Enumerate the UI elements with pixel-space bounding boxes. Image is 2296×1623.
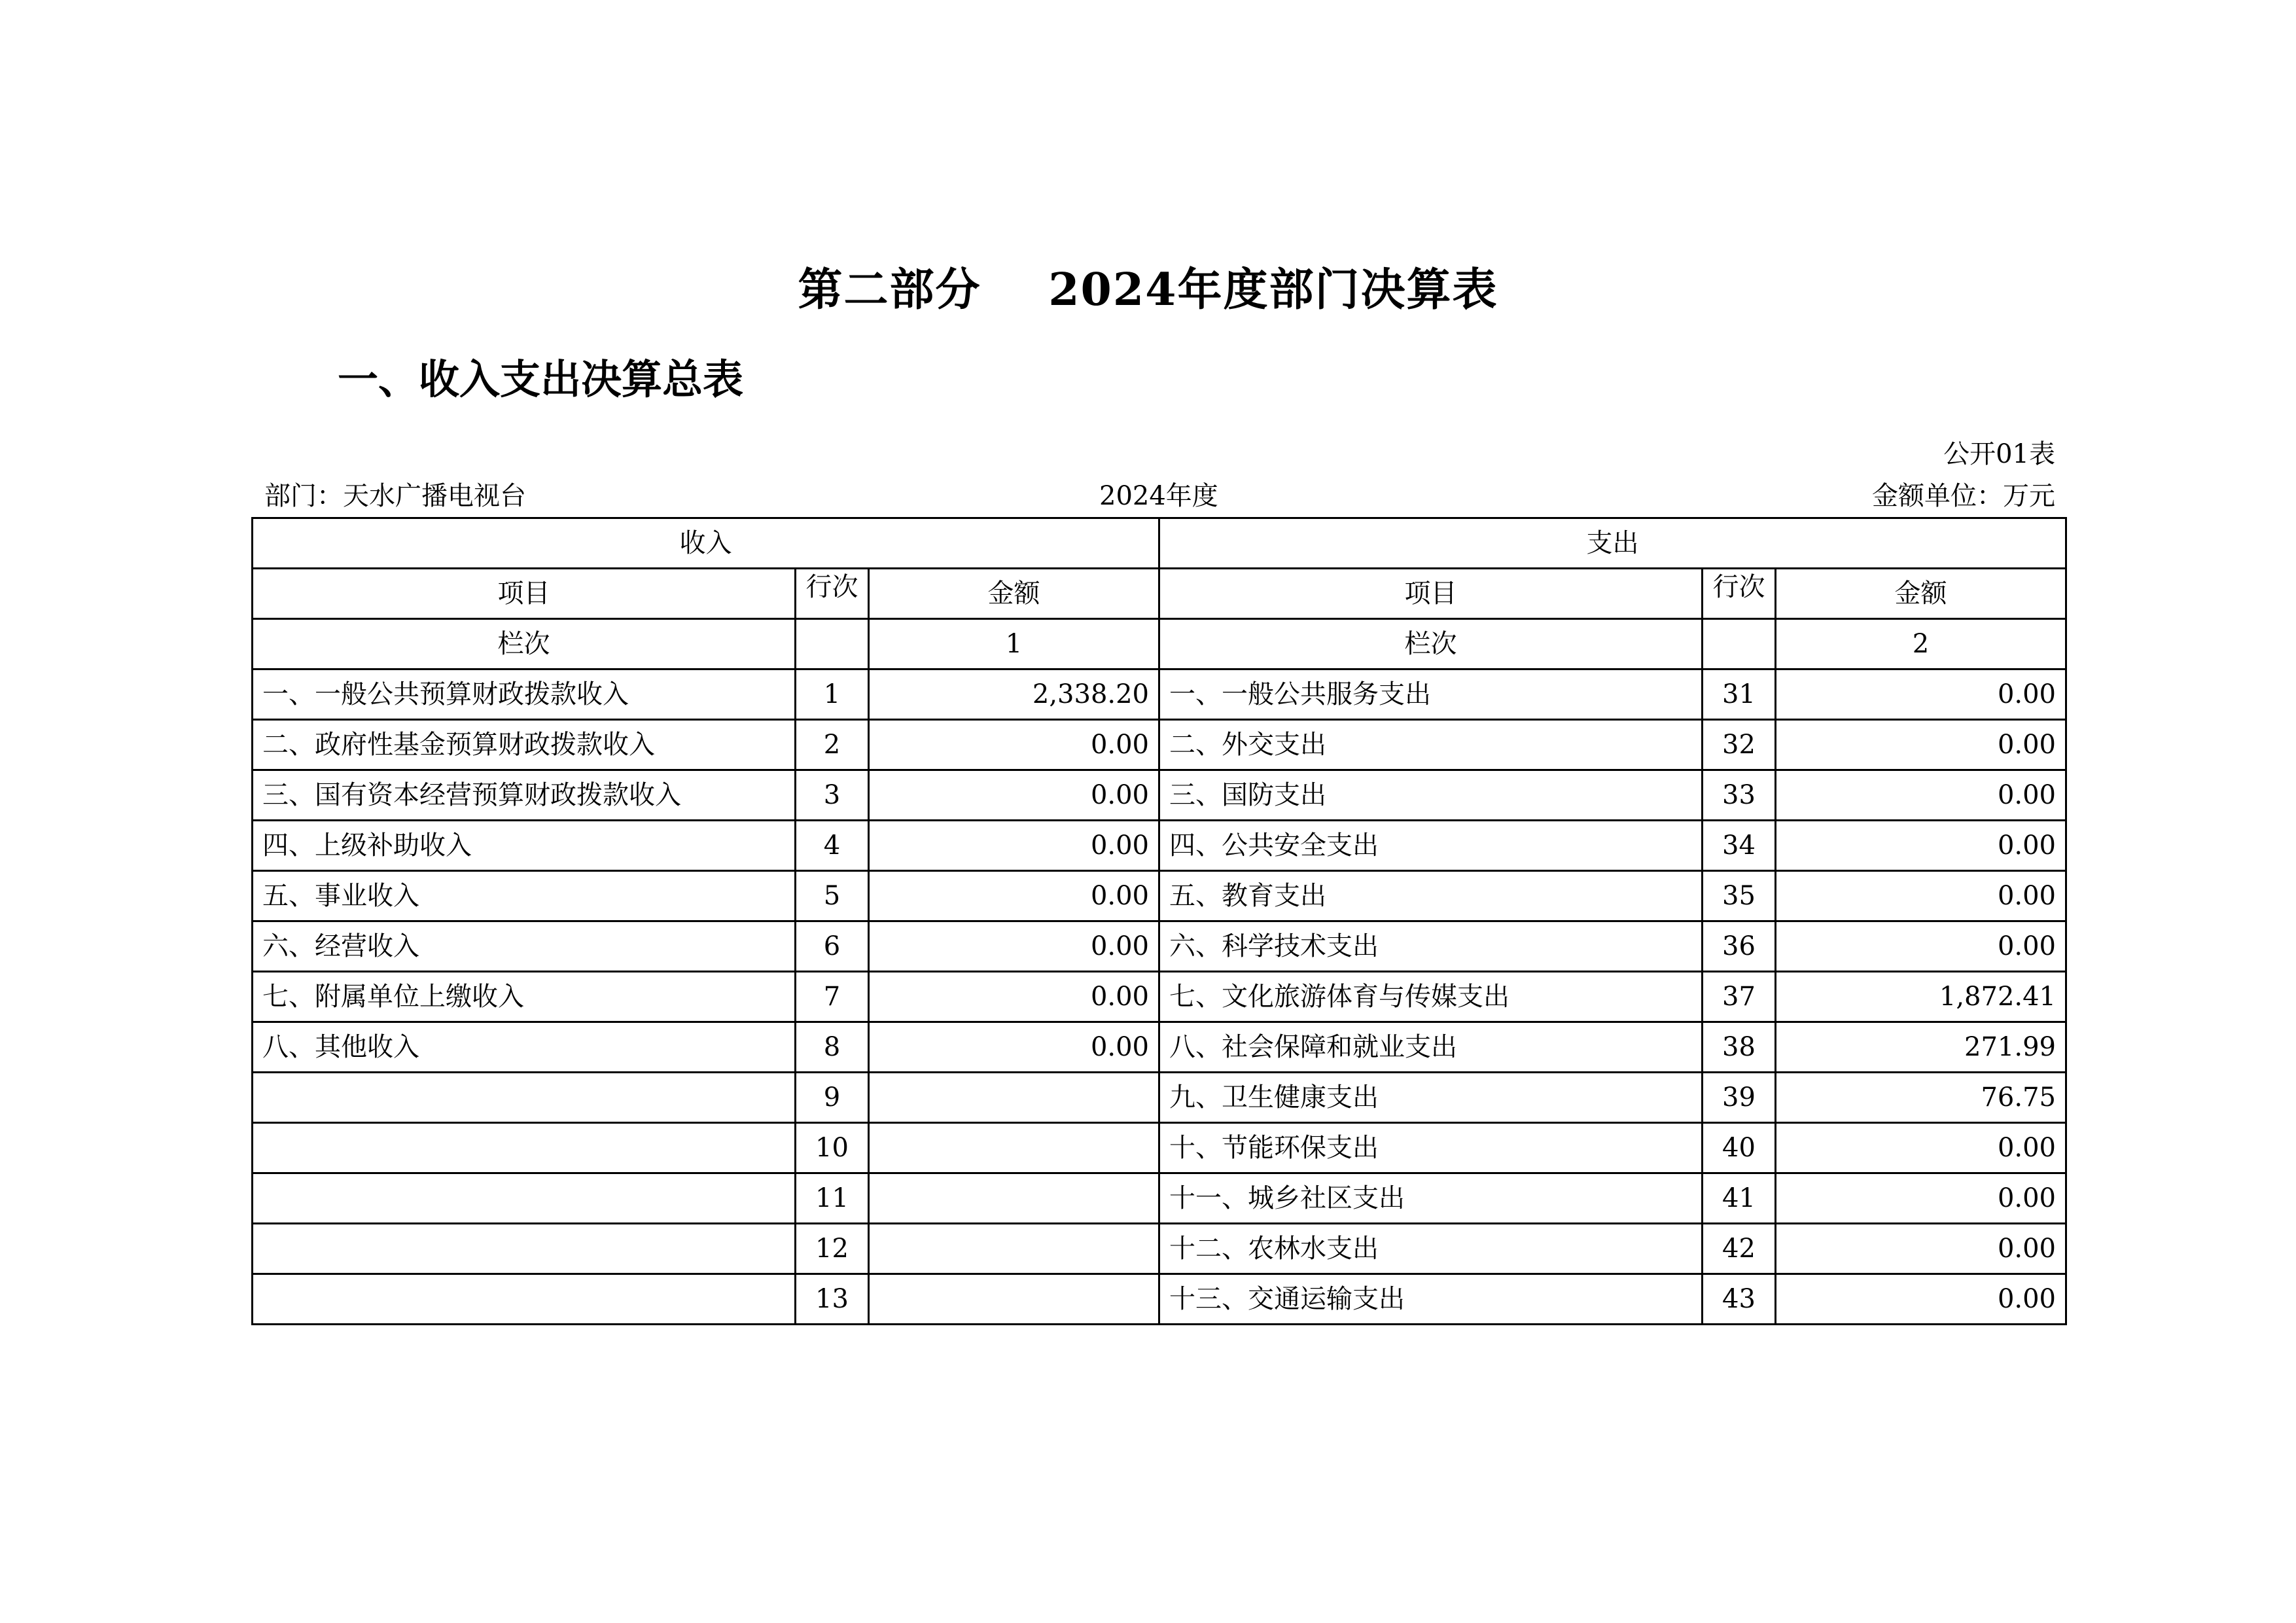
expense-amount-cell: 0.00 xyxy=(1776,1123,2066,1173)
expense-line-no-header: 行次 xyxy=(1703,569,1776,619)
income-amount-cell: 0.00 xyxy=(869,972,1159,1022)
income-item-cell: 八、其他收入 xyxy=(253,1022,796,1073)
expense-line-no-cell: 35 xyxy=(1703,871,1776,921)
income-amount-cell xyxy=(869,1123,1159,1173)
expense-item-cell: 十二、农林水支出 xyxy=(1159,1224,1703,1274)
income-line-no-cell: 11 xyxy=(796,1173,869,1224)
expense-amount-cell: 0.00 xyxy=(1776,1274,2066,1325)
table-row xyxy=(253,1274,2066,1325)
department-label: 部门：天水广播电视台 xyxy=(264,481,526,511)
income-amount-cell: 0.00 xyxy=(869,921,1159,972)
amount-unit: 金额单位：万元 xyxy=(1872,481,2055,511)
expense-item-cell: 九、卫生健康支出 xyxy=(1159,1073,1703,1123)
expense-item-cell: 四、公共安全支出 xyxy=(1159,821,1703,871)
header-row-columns xyxy=(253,569,2066,619)
income-item-cell xyxy=(253,1274,796,1325)
income-amount-header: 金额 xyxy=(869,569,1159,619)
expense-amount-cell: 0.00 xyxy=(1776,871,2066,921)
expense-item-cell: 八、社会保障和就业支出 xyxy=(1159,1022,1703,1073)
table-row xyxy=(253,770,2066,821)
header-row-column-numbers xyxy=(253,619,2066,669)
expense-column-number: 2 xyxy=(1776,619,2066,669)
income-amount-cell: 2,338.20 xyxy=(869,669,1159,720)
expense-amount-cell: 0.00 xyxy=(1776,921,2066,972)
income-item-cell: 六、经营收入 xyxy=(253,921,796,972)
income-column-blank xyxy=(796,619,869,669)
expense-amount-cell: 0.00 xyxy=(1776,669,2066,720)
expense-line-no-cell: 37 xyxy=(1703,972,1776,1022)
expense-item-cell: 七、文化旅游体育与传媒支出 xyxy=(1159,972,1703,1022)
expense-line-no-cell: 39 xyxy=(1703,1073,1776,1123)
income-line-no-cell: 2 xyxy=(796,720,869,770)
expense-line-no-cell: 33 xyxy=(1703,770,1776,821)
income-item-cell xyxy=(253,1073,796,1123)
expense-line-no-cell: 36 xyxy=(1703,921,1776,972)
table-row xyxy=(253,669,2066,720)
income-item-cell xyxy=(253,1123,796,1173)
income-amount-cell: 0.00 xyxy=(869,1022,1159,1073)
expense-item-cell: 三、国防支出 xyxy=(1159,770,1703,821)
income-line-no-cell: 10 xyxy=(796,1123,869,1173)
income-column-label: 栏次 xyxy=(253,619,796,669)
income-item-cell: 七、附属单位上缴收入 xyxy=(253,972,796,1022)
income-line-no-cell: 5 xyxy=(796,871,869,921)
income-amount-cell xyxy=(869,1073,1159,1123)
income-line-no-cell: 9 xyxy=(796,1073,869,1123)
income-amount-cell: 0.00 xyxy=(869,821,1159,871)
expense-amount-cell: 1,872.41 xyxy=(1776,972,2066,1022)
expense-amount-cell: 0.00 xyxy=(1776,770,2066,821)
income-line-no-cell: 7 xyxy=(796,972,869,1022)
income-section-header: 收入 xyxy=(253,518,1159,569)
income-line-no-cell: 4 xyxy=(796,821,869,871)
expense-amount-header: 金额 xyxy=(1776,569,2066,619)
income-amount-cell xyxy=(869,1224,1159,1274)
expense-amount-cell: 0.00 xyxy=(1776,720,2066,770)
income-amount-cell: 0.00 xyxy=(869,871,1159,921)
table-row xyxy=(253,720,2066,770)
income-item-cell xyxy=(253,1173,796,1224)
table-row xyxy=(253,921,2066,972)
income-item-cell xyxy=(253,1224,796,1274)
table-row xyxy=(253,972,2066,1022)
income-amount-cell: 0.00 xyxy=(869,770,1159,821)
income-line-no-cell: 12 xyxy=(796,1224,869,1274)
income-line-no-cell: 1 xyxy=(796,669,869,720)
expense-amount-cell: 76.75 xyxy=(1776,1073,2066,1123)
expense-amount-cell: 0.00 xyxy=(1776,1224,2066,1274)
table-row xyxy=(253,821,2066,871)
expense-line-no-cell: 38 xyxy=(1703,1022,1776,1073)
income-item-cell: 五、事业收入 xyxy=(253,871,796,921)
expense-section-header: 支出 xyxy=(1159,518,2066,569)
income-amount-cell: 0.00 xyxy=(869,720,1159,770)
income-column-number: 1 xyxy=(869,619,1159,669)
income-expense-summary-table xyxy=(251,517,2067,1325)
document-title: 第二部分 2024年度部门决算表 xyxy=(798,264,1498,316)
table-row xyxy=(253,1224,2066,1274)
expense-item-header: 项目 xyxy=(1159,569,1703,619)
income-line-no-cell: 8 xyxy=(796,1022,869,1073)
expense-item-cell: 二、外交支出 xyxy=(1159,720,1703,770)
expense-item-cell: 一、一般公共服务支出 xyxy=(1159,669,1703,720)
income-item-cell: 三、国有资本经营预算财政拨款收入 xyxy=(253,770,796,821)
income-line-no-cell: 6 xyxy=(796,921,869,972)
expense-line-no-cell: 41 xyxy=(1703,1173,1776,1224)
expense-amount-cell: 0.00 xyxy=(1776,821,2066,871)
table-number: 公开01表 xyxy=(1943,439,2055,469)
expense-item-cell: 十、节能环保支出 xyxy=(1159,1123,1703,1173)
table-row xyxy=(253,871,2066,921)
income-amount-cell xyxy=(869,1274,1159,1325)
expense-line-no-cell: 42 xyxy=(1703,1224,1776,1274)
fiscal-year: 2024年度 xyxy=(1099,481,1218,511)
expense-amount-cell: 0.00 xyxy=(1776,1173,2066,1224)
expense-amount-cell: 271.99 xyxy=(1776,1022,2066,1073)
expense-item-cell: 十一、城乡社区支出 xyxy=(1159,1173,1703,1224)
expense-line-no-cell: 31 xyxy=(1703,669,1776,720)
income-item-cell: 二、政府性基金预算财政拨款收入 xyxy=(253,720,796,770)
income-line-no-cell: 3 xyxy=(796,770,869,821)
income-amount-cell xyxy=(869,1173,1159,1224)
income-item-header: 项目 xyxy=(253,569,796,619)
table-row xyxy=(253,1123,2066,1173)
table-row xyxy=(253,1022,2066,1073)
table-row xyxy=(253,1173,2066,1224)
expense-item-cell: 十三、交通运输支出 xyxy=(1159,1274,1703,1325)
expense-line-no-cell: 40 xyxy=(1703,1123,1776,1173)
income-item-cell: 四、上级补助收入 xyxy=(253,821,796,871)
expense-column-blank xyxy=(1703,619,1776,669)
expense-line-no-cell: 43 xyxy=(1703,1274,1776,1325)
income-item-cell: 一、一般公共预算财政拨款收入 xyxy=(253,669,796,720)
table-title: 一、收入支出决算总表 xyxy=(338,355,744,403)
expense-item-cell: 六、科学技术支出 xyxy=(1159,921,1703,972)
table-row xyxy=(253,1073,2066,1123)
header-row-sections xyxy=(253,518,2066,569)
expense-item-cell: 五、教育支出 xyxy=(1159,871,1703,921)
expense-line-no-cell: 34 xyxy=(1703,821,1776,871)
income-line-no-cell: 13 xyxy=(796,1274,869,1325)
expense-column-label: 栏次 xyxy=(1159,619,1703,669)
expense-line-no-cell: 32 xyxy=(1703,720,1776,770)
income-line-no-header: 行次 xyxy=(796,569,869,619)
